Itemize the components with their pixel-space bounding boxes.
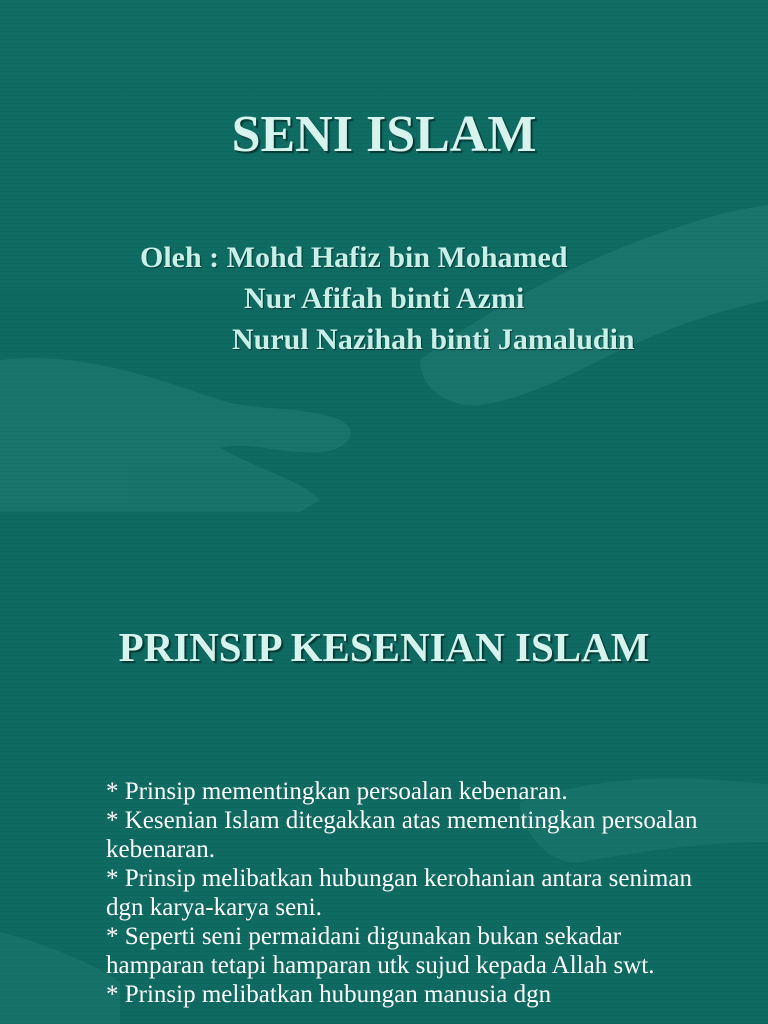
- slide-principles: [0, 512, 768, 1024]
- principles-list: [106, 777, 716, 1009]
- bullet-item: * Prinsip melibatkan hubungan manusia dgn: [106, 981, 552, 1008]
- bullet-item: * Prinsip melibatkan hubungan kerohanian antara seniman dgn karya-karya seni.: [106, 865, 692, 921]
- bullet-item: * Prinsip mementingkan persoalan kebenaran.: [106, 778, 568, 805]
- slide-2-title: PRINSIP KESENIAN ISLAM: [118, 624, 650, 670]
- author-line-2: Nur Afifah binti Azmi: [244, 282, 525, 315]
- author-line-3: Nurul Nazihah binti Jamaludin: [232, 323, 635, 356]
- slide-1-title: SENI ISLAM: [231, 106, 537, 163]
- bullet-item: * Seperti seni permaidani digunakan bukan sekadar hamparan tetapi hamparan utk sujud kepada Allah swt.: [106, 923, 655, 979]
- author-line-1: Oleh : Mohd Hafiz bin Mohamed: [140, 241, 568, 274]
- bullet-item: * Kesenian Islam ditegakkan atas mementingkan persoalan kebenaran.: [106, 807, 698, 863]
